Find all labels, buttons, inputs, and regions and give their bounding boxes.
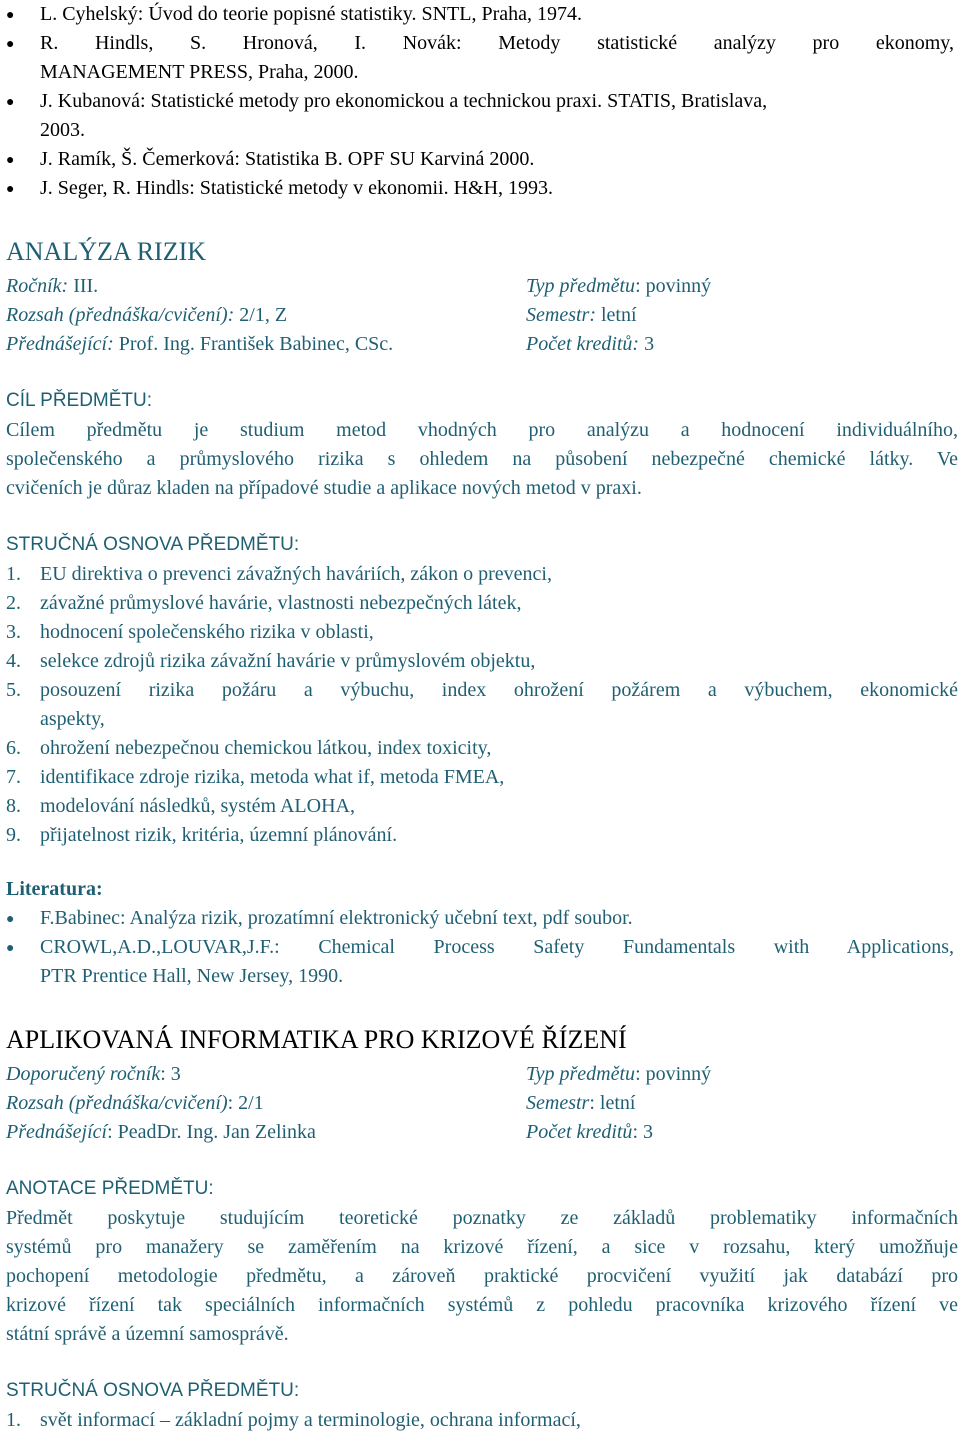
literature-heading: Literatura: (6, 878, 103, 900)
reference-item: R. Hindls, S. Hronová, I. Novák: Metody statistické analýzy pro ekonomy, (40, 32, 954, 54)
cil-paragraph-line: cvičeních je důraz kladen na případové studie a aplikace nových metod v praxi. (6, 477, 642, 499)
bullet-icon: ● (6, 37, 15, 52)
prednasejici-field (6, 1118, 316, 1147)
section-heading-osnova: STRUČNÁ OSNOVA PŘEDMĚTU: (6, 1380, 300, 1401)
kredity-label: Počet kreditů (526, 1121, 633, 1143)
reference-item-continued: MANAGEMENT PRESS, Praha, 2000. (40, 61, 359, 83)
section-heading-cil: CÍL PŘEDMĚTU: (6, 390, 153, 411)
prednasejici-label: Přednášející: (6, 333, 114, 355)
osnova-number: 5. (6, 679, 21, 701)
bullet-icon: ● (6, 8, 15, 23)
prednasejici-field (6, 330, 393, 359)
osnova-item: modelování následků, systém ALOHA, (40, 795, 355, 817)
reference-item: J. Ramík, Š. Čemerková: Statistika B. OPF SU Karviná 2000. (40, 148, 535, 170)
rocnik-field (6, 272, 98, 301)
rozsah-field (6, 301, 287, 330)
rocnik-field (6, 1060, 181, 1089)
rozsah-label: Rozsah (přednáška/cvičení): (6, 304, 235, 326)
anotace-paragraph-line: státní správě a územní samosprávě. (6, 1323, 289, 1345)
typ-field (526, 272, 711, 301)
section-heading-anotace: ANOTACE PŘEDMĚTU: (6, 1178, 214, 1199)
bullet-icon: ● (6, 95, 15, 110)
rocnik-label: Ročník: (6, 275, 69, 297)
kredity-value: 3 (639, 333, 655, 355)
semestr-field (526, 1089, 635, 1118)
typ-value: : povinný (635, 1063, 712, 1085)
bullet-icon: ● (6, 912, 15, 927)
rocnik-value: : 3 (160, 1063, 181, 1085)
anotace-paragraph-line: systémů pro manažery se zaměřením na krizové řízení, a sice v rozsahu, který umožňuje (6, 1236, 958, 1258)
course-title: APLIKOVANÁ INFORMATIKA PRO KRIZOVÉ ŘÍZENÍ (6, 1025, 627, 1054)
reference-item: J. Seger, R. Hindls: Statistické metody v ekonomii. H&H, 1993. (40, 177, 554, 199)
osnova-item-continued: aspekty, (40, 708, 105, 730)
osnova-number: 9. (6, 824, 21, 846)
rozsah-label: Rozsah (přednáška/cvičení) (6, 1092, 228, 1114)
anotace-paragraph-line: krizové řízení tak speciálních informačních systémů z pohledu pracovníka krizového řízení ve (6, 1294, 958, 1316)
bullet-icon: ● (6, 941, 15, 956)
literature-item: CROWL,A.D.,LOUVAR,J.F.: Chemical Process Safety Fundamentals with Applications, (40, 936, 954, 958)
typ-value: : povinný (635, 275, 712, 297)
semestr-value: : letní (589, 1092, 636, 1114)
osnova-item: hodnocení společenského rizika v oblasti, (40, 621, 374, 643)
cil-paragraph-line: společenského a průmyslového rizika s ohledem na působení nebezpečné chemické látky. Ve (6, 448, 958, 470)
osnova-number: 3. (6, 621, 21, 643)
rocnik-value: III. (68, 275, 99, 297)
osnova-number: 1. (6, 563, 21, 585)
anotace-paragraph-line: Předmět poskytuje studujícím teoretické poznatky ze základů problematiky informačních (6, 1207, 958, 1229)
rozsah-value: : 2/1 (227, 1092, 264, 1114)
kredity-field (526, 1118, 653, 1147)
osnova-number: 6. (6, 737, 21, 759)
prednasejici-label: Přednášející (6, 1121, 108, 1143)
rozsah-field (6, 1089, 264, 1118)
reference-item: J. Kubanová: Statistické metody pro ekonomickou a technickou praxi. STATIS, Bratislava, (40, 90, 768, 112)
osnova-number: 4. (6, 650, 21, 672)
reference-item: L. Cyhelský: Úvod do teorie popisné statistiky. SNTL, Praha, 1974. (40, 3, 582, 25)
prednasejici-value: Prof. Ing. František Babinec, CSc. (113, 333, 394, 355)
osnova-number: 8. (6, 795, 21, 817)
rozsah-value: 2/1, Z (234, 304, 288, 326)
rocnik-label: Doporučený ročník (6, 1063, 161, 1085)
semestr-label: Semestr (526, 1092, 590, 1114)
osnova-item: EU direktiva o prevenci závažných haváriích, zákon o prevenci, (40, 563, 552, 585)
osnova-item: přijatelnost rizik, kritéria, územní plánování. (40, 824, 398, 846)
osnova-number: 2. (6, 592, 21, 614)
reference-item-continued: 2003. (40, 119, 85, 141)
anotace-paragraph-line: pochopení metodologie předmětu, a zároveň praktické procvičení využití jak databází pro (6, 1265, 958, 1287)
cil-paragraph-line: Cílem předmětu je studium metod vhodných pro analýzu a hodnocení individuálního, (6, 419, 958, 441)
osnova-item: závažné průmyslové havárie, vlastnosti nebezpečných látek, (40, 592, 522, 614)
course-title: ANALÝZA RIZIK (6, 237, 207, 266)
semestr-value: letní (595, 304, 637, 326)
kredity-label: Počet kreditů: (526, 333, 640, 355)
bullet-icon: ● (6, 153, 15, 168)
kredity-value: : 3 (632, 1121, 653, 1143)
section-heading-osnova: STRUČNÁ OSNOVA PŘEDMĚTU: (6, 534, 300, 555)
osnova-item: selekce zdrojů rizika závažní havárie v průmyslovém objektu, (40, 650, 536, 672)
bullet-icon: ● (6, 182, 15, 197)
literature-item-continued: PTR Prentice Hall, New Jersey, 1990. (40, 965, 344, 987)
typ-label: Typ předmětu (526, 275, 636, 297)
semestr-label: Semestr: (526, 304, 596, 326)
osnova-item: ohrožení nebezpečnou chemickou látkou, index toxicity, (40, 737, 492, 759)
osnova-item: svět informací – základní pojmy a terminologie, ochrana informací, (40, 1409, 581, 1431)
literature-item: F.Babinec: Analýza rizik, prozatímní elektronický učební text, pdf soubor. (40, 907, 633, 929)
typ-field (526, 1060, 711, 1089)
osnova-item: posouzení rizika požáru a výbuchu, index ohrožení požárem a výbuchem, ekonomické (40, 679, 958, 701)
kredity-field (526, 330, 654, 359)
prednasejici-value: : PeadDr. Ing. Jan Zelinka (107, 1121, 316, 1143)
osnova-number: 7. (6, 766, 21, 788)
semestr-field (526, 301, 637, 330)
osnova-item: identifikace zdroje rizika, metoda what if, metoda FMEA, (40, 766, 505, 788)
typ-label: Typ předmětu (526, 1063, 636, 1085)
osnova-number: 1. (6, 1409, 21, 1431)
